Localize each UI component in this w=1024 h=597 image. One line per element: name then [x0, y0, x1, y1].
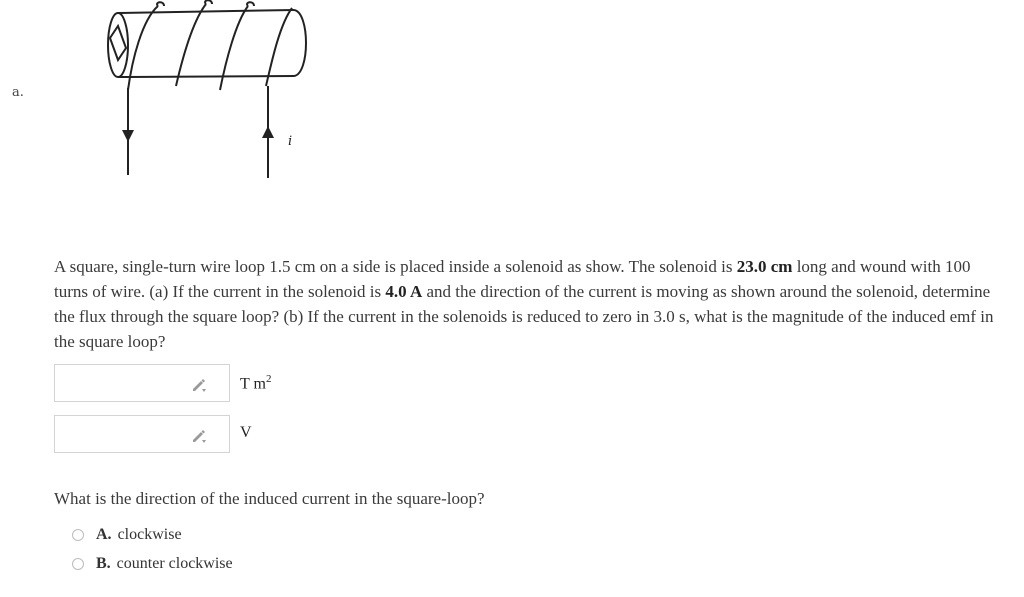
answer-row-flux — [54, 364, 271, 402]
pencil-icon[interactable] — [191, 428, 207, 444]
cylinder-right-end — [294, 10, 306, 76]
question-text — [54, 254, 1006, 354]
current-label: i — [288, 134, 293, 149]
up-arrow-icon — [262, 126, 274, 138]
direction-question: What is the direction of the induced current in the square-loop? — [54, 489, 485, 508]
cylinder-top-edge — [118, 10, 294, 13]
option-letter: B. — [96, 555, 111, 572]
question-part-2: long and wound with 100 turns of wire. (a) If the current in the solenoid is — [54, 257, 971, 301]
part-label: a. — [12, 85, 24, 100]
flux-unit-base: T m — [240, 375, 266, 393]
flux-unit-exponent: 2 — [265, 373, 272, 385]
flux-answer-input[interactable] — [54, 364, 230, 402]
solenoid-diagram — [98, 0, 338, 185]
solenoid-figure — [98, 0, 338, 185]
option-label: clockwise — [117, 526, 182, 543]
radio-button[interactable] — [72, 529, 84, 541]
down-arrow-icon — [122, 130, 134, 142]
pencil-icon[interactable] — [191, 377, 207, 393]
option-clockwise[interactable] — [72, 526, 182, 544]
emf-unit: V — [240, 424, 252, 441]
option-letter: A. — [96, 526, 112, 543]
question-part-3: and the direction of the current is moving as shown around the solenoid, determine the flux through the square loop? (b) If the current in the solenoids is reduced to zero in 3.0 s, what is the magnitude of the induced emf in the square loop? — [54, 282, 994, 351]
option-label: counter clockwise — [116, 555, 233, 572]
question-part-1: A square, single-turn wire loop 1.5 cm on a side is placed inside a solenoid as show. The solenoid is — [54, 257, 737, 276]
option-counter-clockwise[interactable] — [72, 555, 233, 573]
answer-row-emf — [54, 415, 252, 453]
radio-button[interactable] — [72, 558, 84, 570]
emf-answer-input[interactable] — [54, 415, 230, 453]
lead-wires — [128, 86, 268, 178]
current-value: 4.0 A — [385, 282, 423, 301]
solenoid-length-value: 23.0 cm — [736, 257, 793, 276]
flux-unit — [240, 373, 271, 393]
